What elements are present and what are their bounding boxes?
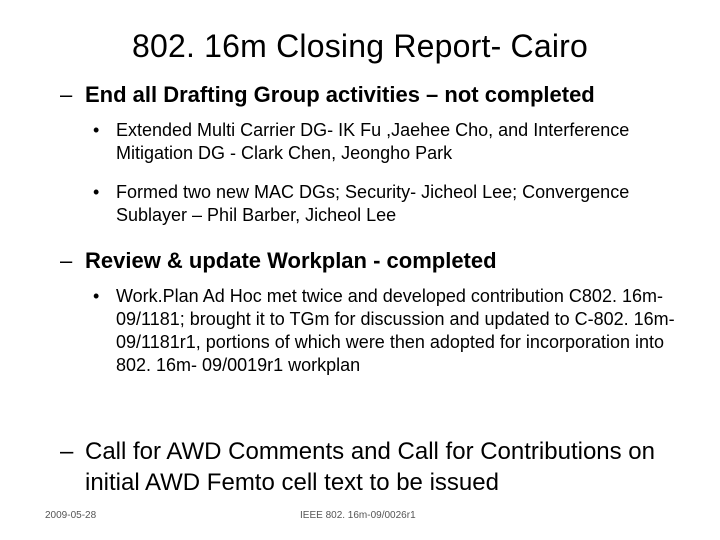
bullet-marker: • xyxy=(93,286,100,306)
heading-workplan-text: Review & update Workplan - completed xyxy=(85,248,497,273)
bullet-marker: • xyxy=(93,120,100,140)
dash-marker: – xyxy=(60,438,74,465)
heading-call-for-comments-text: Call for AWD Comments and Call for Contributions on initial AWD Femto cell text to be issued xyxy=(85,438,655,496)
heading-drafting-groups-text: End all Drafting Group activities – not completed xyxy=(85,82,595,107)
dash-marker: – xyxy=(60,82,73,107)
bullet-extended-multi-carrier xyxy=(93,119,693,165)
dash-marker: – xyxy=(60,248,73,273)
heading-workplan xyxy=(60,246,680,276)
bullet-workplan-ad-hoc-text: Work.Plan Ad Hoc met twice and developed contribution C802. 16m-09/1181; brought it to TGm for discussion and updated to C-802. 16m-09/1181r1, portions of which were then adopted for incorporation into 802. 16m- 09/0019r1 workplan xyxy=(116,286,675,375)
bullet-extended-multi-carrier-text: Extended Multi Carrier DG- IK Fu ,Jaehee Cho, and Interference Mitigation DG - Clark Chen, Jeongho Park xyxy=(116,120,630,163)
bullet-new-mac-dgs-text: Formed two new MAC DGs; Security- Jicheol Lee; Convergence Sublayer – Phil Barber, Jicheol Lee xyxy=(116,182,630,225)
bullet-new-mac-dgs xyxy=(93,181,693,227)
slide-title: 802. 16m Closing Report- Cairo xyxy=(132,28,588,64)
footer-doc-id: IEEE 802. 16m-09/0026r1 xyxy=(300,510,416,521)
heading-drafting-groups xyxy=(60,80,680,110)
bullet-marker: • xyxy=(93,182,100,202)
bullet-workplan-ad-hoc xyxy=(93,285,693,377)
heading-call-for-comments xyxy=(60,436,670,498)
footer-date: 2009-05-28 xyxy=(45,510,97,521)
